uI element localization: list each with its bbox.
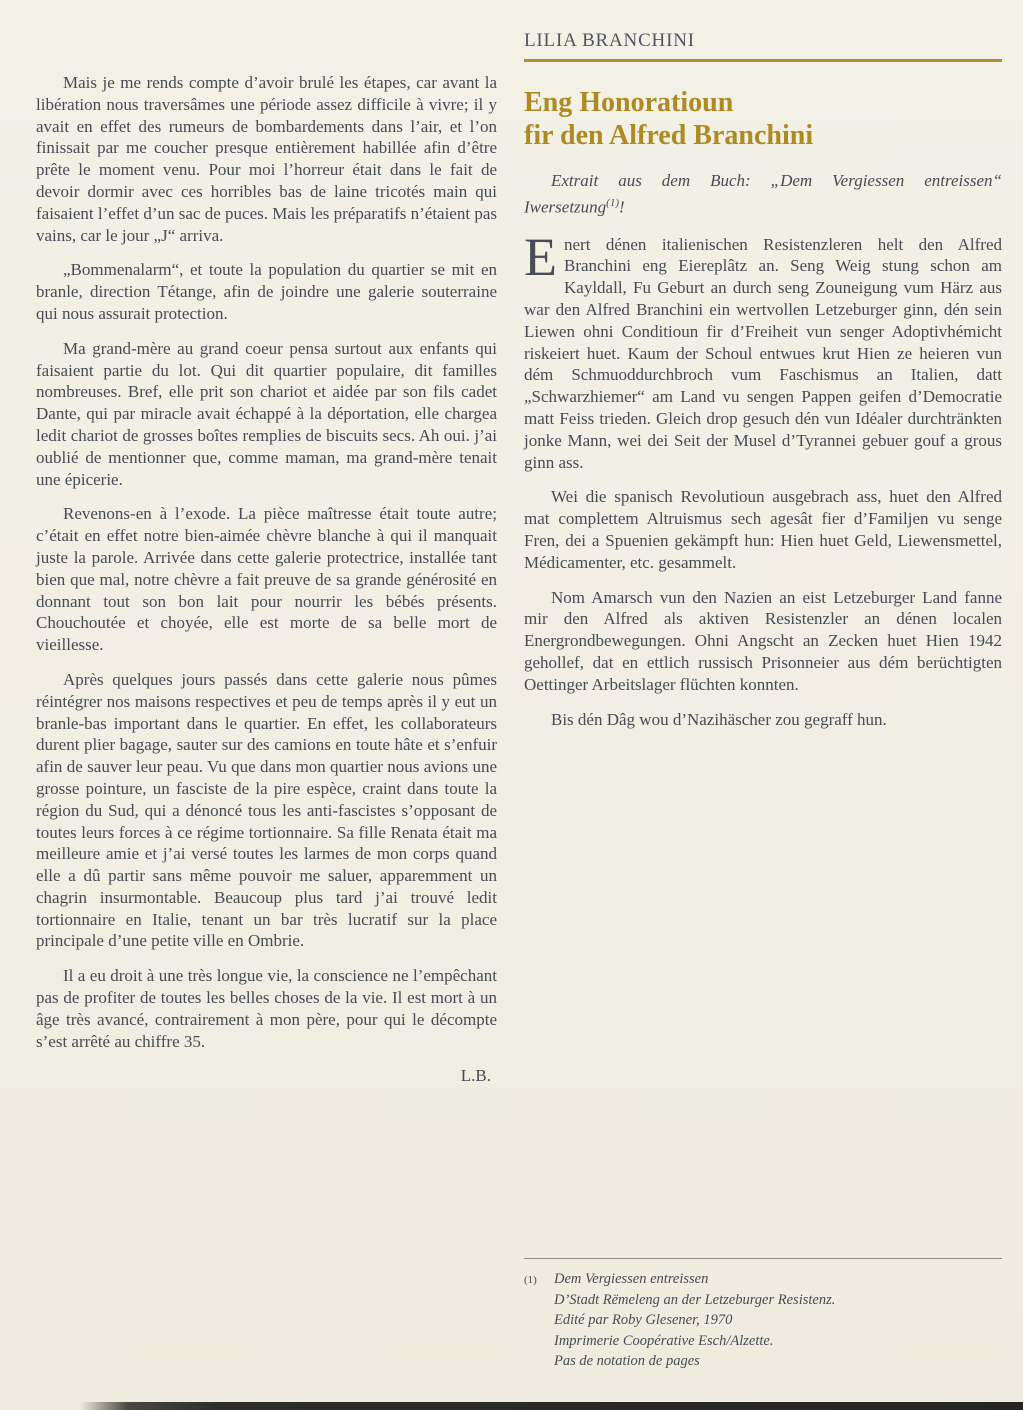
footnote-line: Edité par Roby Glesener, 1970: [554, 1312, 733, 1328]
article-title-line-2: fir den Alfred Branchini: [524, 120, 814, 151]
drop-cap: E: [524, 226, 557, 287]
footnote: [524, 1258, 1002, 1372]
footnote-lines: [554, 1269, 1002, 1372]
paragraph: Il a eu droit à une très longue vie, la conscience ne l’empêchant pas de profiter de toutes les belles choses de la vie. Il est mort à un âge très avancé, contrairement à mon père, pour qui le décompte s’est arrêté au chiffre 35.: [36, 966, 497, 1051]
footnote-line: Imprimerie Coopérative Esch/Alzette.: [554, 1332, 774, 1349]
footnote-reference: (1): [606, 197, 619, 209]
paragraph: Bis dén Dâg wou d’Nazihäscher zou gegraff hun.: [551, 709, 887, 729]
paragraph: Ma grand-mère au grand coeur pensa surtout aux enfants qui faisaient partie du lot. Qui dit quartier populaire, dit familles nombreuses. Bref, elle prit son chariot et aidée par son fils cadet Dante, qui par miracle avait échappé à la déportation, elle chargea ledit chariot de grosses boîtes remplies de biscuits secs. Ah oui. j’ai oublié de mentionner que, comme maman, ma grand-mère tenait une épicerie.: [36, 338, 497, 489]
article-title-line-1: Eng Honoratioun: [524, 87, 734, 118]
paragraph-with-dropcap: [524, 226, 1002, 474]
author-initials: L.B.: [460, 1066, 491, 1086]
footnote-line: D’Stadt Rëmeleng an der Letzeburger Resistenz.: [554, 1291, 836, 1308]
article-title: [524, 86, 1002, 152]
footnote-line: Pas de notation de pages: [554, 1353, 700, 1369]
paragraph: Nom Amarsch vun den Nazien an eist Letzeburger Land fanne mir den Alfred als aktiven Resistenzler an dénen localen Energrondbewegungen. Ohni Angscht an Zecken huet Hien 1942 gehollef, dat en ettlich russisch Prisonneier aus dém berüchtigten Oettinger Arbeitslager flüchten konnten.: [524, 587, 1002, 694]
subtitle-text: Extrait aus dem Buch: „Dem Vergiessen entreissen“ Iwersetzung: [524, 171, 1002, 217]
paragraph: Après quelques jours passés dans cette galerie nous pûmes réintégrer nos maisons respectives et peu de temps après il y eut un branle-bas important dans le quartier. En effet, les collaborateurs durent plier bagage, sauter sur des camions en toute hâte et s’enfuir afin de sauver leur peau. Vu que dans mon quartier nous avions une grosse pointure, un fasciste de la pire espèce, craint dans toute la région du Sud, qui a dénoncé tous les anti-fascistes s’opposant de toutes leurs forces à ce régime tortionnaire. Sa fille Renata était ma meilleure amie et j’ai versé toutes les larmes de mon corps quand elle a dû partir sans même pouvoir me saluer, apparemment un chagrin insurmontable. Beaucoup plus tard j’ai trouvé ledit tortionnaire en Italie, tenant un bar très lucratif sur la place principale d’une petite ville en Ombrie.: [36, 669, 497, 951]
left-column: [36, 72, 497, 1086]
running-header: LILIA BRANCHINI: [524, 30, 1002, 62]
paragraph-text: nert dénen italienischen Resistenzleren helt den Alfred Branchini eng Eiereplâtz an. Seng Weig stung schon am Kayldall, Fu Geburt an durch seng Zouneigung vum Härz aus war den Alfred Branchini ein wertvollen Letzeburger ginn, dén sein Liewen ohni Conditioun fir d’Freiheit vun senger Adoptivhémicht riskeiert huet. Kaum der Schoul entwues krut Hien ze heieren vun dém Schmuoddurchbroch vum Faschismus an Italien, datt „Schwarzhiemer“ am Land vu sengen Pappen geifen d’Democratie matt Feiss trieden. Gleich drop gesuch dén vun Idéaler durchtränkten jonke Mann, wei dei Seit der Musel d’Tyrannei gebuer gouf a grous ginn ass.: [524, 234, 1002, 472]
footnote-rule: [524, 1258, 1002, 1259]
footnote-body: [524, 1269, 1002, 1372]
paragraph: Mais je me rends compte d’avoir brulé les étapes, car avant la libération nous traversâmes une période assez difficile à vivre; il y avait en effet des rumeurs de bombardements dans l’air, et l’on finissait par me coucher presque entièrement habillée afin d’être prête le moment venu. Pour moi l’horreur était dans le fait de devoir dormir avec ces horribles bas de laine tricotés main qui faisaient l’effet d’un sac de puces. Mais les préparatifs n’étaient pas vains, car le jour „J“ arriva.: [36, 73, 497, 245]
article-subtitle: [524, 170, 1002, 219]
right-column: [524, 30, 1002, 743]
footnote-line: Dem Vergiessen entreissen: [554, 1271, 709, 1287]
paragraph: „Bommenalarm“, et toute la population du quartier se mit en branle, direction Tétange, afin de joindre une galerie souterraine qui nous assurait protection.: [36, 260, 497, 323]
paragraph: Wei die spanisch Revolutioun ausgebrach ass, huet den Alfred mat complettem Altruismus sech agesât fier d’Familjen vu senge Fren, dei a Spuenien gekämpft hun: Hien huet Geld, Liewensmettel, Médicamenter, etc. gesammelt.: [524, 487, 1002, 572]
footnote-marker: (1): [524, 1274, 537, 1286]
subtitle-end: !: [619, 197, 625, 217]
scan-edge: [80, 1402, 1023, 1410]
paragraph: Revenons-en à l’exode. La pièce maîtresse était toute autre; c’était en effet notre bien-aimée chèvre blanche à qui il manquait juste la parole. Arrivée dans cette galerie protectrice, installée tant bien que mal, notre chèvre a fait preuve de sa grande générosité en donnant tout son bon lait pour nourrir les bébés présents. Chouchoutée et choyée, elle est morte de sa belle mort de vieillesse.: [36, 504, 497, 655]
